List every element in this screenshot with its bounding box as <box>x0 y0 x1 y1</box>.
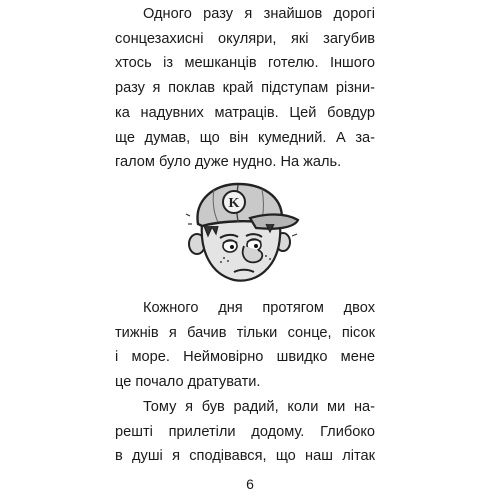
text-line: Одного разу я знайшов дорогі <box>143 6 375 22</box>
text-line: хтось із мешканців готелю. Іншого <box>115 55 375 72</box>
text-line: галом було дуже нудно. На жаль. <box>115 154 342 171</box>
text-line: Тому я був радий, коли ми на- <box>143 399 375 415</box>
text-line: Кожного дня протягом двох <box>143 300 375 316</box>
page-number: 6 <box>246 476 254 492</box>
paragraph <box>115 2 375 175</box>
text-line: в душі я сподівався, що наш літак <box>115 448 375 465</box>
text-line: ка надувних матраців. Цей бовдур <box>115 104 375 121</box>
text-line: решті прилетіли додому. Глибоко <box>115 423 375 440</box>
text-line: разу я поклав край підступам різни- <box>115 80 375 97</box>
text-line: ще думав, що він кумедний. А за- <box>115 129 375 146</box>
paragraph <box>115 395 375 469</box>
text-line: це почало дратувати. <box>115 374 261 391</box>
cap-letter: K <box>228 196 240 211</box>
text-line: тижнів я бачив тільки сонце, пісок <box>115 324 375 341</box>
cartoon-boy-illustration <box>184 180 300 290</box>
paragraph <box>115 296 375 395</box>
text-line: і море. Неймовірно швидко мене <box>115 349 375 366</box>
text-line: сонцезахисні окуляри, які загубив <box>115 30 375 47</box>
cap-visor <box>250 215 298 229</box>
